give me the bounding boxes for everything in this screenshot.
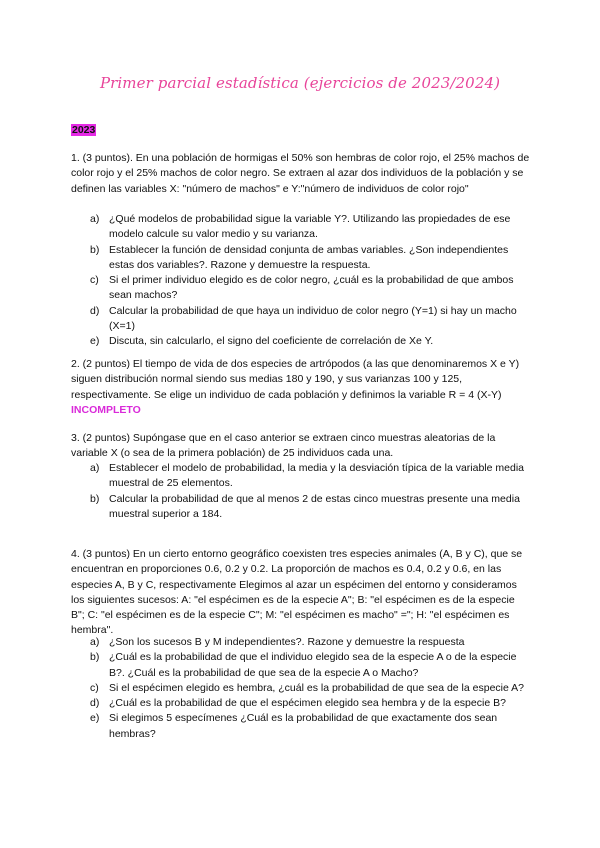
exercise-1-items bbox=[90, 212, 530, 350]
list-item bbox=[90, 711, 530, 742]
list-item bbox=[90, 212, 530, 243]
exercise-2-intro: 2. (2 puntos) El tiempo de vida de dos especies de artrópodos (a las que denominaremos X e Y) siguen distribución normal siendo sus medias 180 y 190, y sus varianzas 100 y 125, respectivamente. Se elige un individuo de cada población y definimos la variable R = 4 (X-Y) bbox=[71, 358, 520, 401]
list-item bbox=[90, 334, 530, 349]
list-item bbox=[90, 461, 530, 492]
item-label: a) bbox=[90, 462, 100, 474]
item-text: Calcular la probabilidad de que al menos 2 de estas cinco muestras presente una media muestral superior a 184. bbox=[109, 492, 520, 520]
list-item bbox=[90, 243, 530, 274]
item-label: e) bbox=[90, 335, 100, 348]
list-item bbox=[90, 681, 530, 696]
item-label: e) bbox=[90, 712, 100, 725]
list-item bbox=[90, 273, 530, 304]
item-text: Si elegimos 5 especímenes ¿Cuál es la probabilidad de que exactamente dos sean hembras? bbox=[109, 712, 498, 740]
exercise-3-intro: 3. (2 puntos) Supóngase que en el caso anterior se extraen cinco muestras aleatorias de la variable X (o sea de la primera población) de 25 individuos cada una. bbox=[71, 432, 496, 460]
exercise-4-items bbox=[90, 635, 530, 742]
item-text: Establecer el modelo de probabilidad, la media y la desviación típica de la variable media muestral de 25 elementos. bbox=[109, 462, 524, 490]
item-label: a) bbox=[90, 636, 100, 648]
item-text: ¿Qué modelos de probabilidad sigue la variable Y?. Utilizando las propiedades de ese modelo calcule su valor medio y su varianza. bbox=[109, 213, 511, 241]
list-item bbox=[90, 696, 530, 711]
item-label: b) bbox=[90, 651, 100, 664]
item-label: b) bbox=[90, 492, 100, 505]
item-text: ¿Cuál es la probabilidad de que el espécimen elegido sea hembra y de la especie B? bbox=[109, 697, 506, 710]
list-item bbox=[90, 650, 530, 681]
item-label: d) bbox=[90, 304, 100, 317]
item-text: ¿Son los sucesos B y M independientes?. Razone y demuestre la respuesta bbox=[109, 636, 465, 648]
year-label: 2023 bbox=[72, 124, 96, 136]
item-label: d) bbox=[90, 697, 100, 710]
item-label: c) bbox=[90, 274, 99, 287]
exercise-1-intro: 1. (3 puntos). En una población de hormigas el 50% son hembras de color rojo, el 25% machos de color rojo y el 25% machos de color negro. Se extraen al azar dos individuos de la población y se definen las variables X: "número de machos" e Y:"número de individuos de color rojo" bbox=[71, 152, 530, 195]
status-badge: INCOMPLETO bbox=[71, 403, 141, 416]
item-text: Si el espécimen elegido es hembra, ¿cuál es la probabilidad de que sea de la especie A? bbox=[109, 681, 525, 694]
item-text: Establecer la función de densidad conjunta de ambas variables. ¿Son independientes estas dos variables?. Razone y demuestre la respuesta. bbox=[109, 243, 509, 271]
item-label: c) bbox=[90, 681, 99, 694]
item-label: b) bbox=[90, 243, 100, 256]
item-text: ¿Cuál es la probabilidad de que el individuo elegido sea de la especie A o de la especie B?. ¿Cuál es la probabilidad de que sea de la especie A o Macho? bbox=[109, 651, 517, 679]
item-text: Si el primer individuo elegido es de color negro, ¿cuál es la probabilidad de que ambos sean machos? bbox=[109, 274, 514, 302]
item-label: a) bbox=[90, 213, 100, 225]
list-item bbox=[90, 304, 530, 335]
item-text: Calcular la probabilidad de que haya un individuo de color negro (Y=1) si hay un macho (X=1) bbox=[109, 304, 517, 333]
page-title: Primer parcial estadística (ejercicios de 2023/2024) bbox=[99, 74, 501, 92]
exercise-3-items bbox=[90, 461, 530, 522]
item-text: Discuta, sin calcularlo, el signo del coeficiente de correlación de Xe Y. bbox=[109, 335, 434, 348]
exercise-4-intro: 4. (3 puntos) En un cierto entorno geográfico coexisten tres especies animales (A, B y C), que se encuentran en proporciones 0.6, 0.2 y 0.2. La proporción de machos es 0.4, 0.2 y 0.6, en las especies A, B y C, respectivamente Elegimos al azar un espécimen del entorno y consideramos los siguientes sucesos: A: "el espécimen es de la especie A"; B: "el espécimen es de la especie B"; C: "el espécimen es de la especie C"; M: "el espécimen es macho" ="; H: "el espécimen es hembra". bbox=[71, 548, 523, 637]
exercise-2 bbox=[71, 357, 531, 418]
list-item bbox=[90, 492, 530, 523]
list-item bbox=[90, 635, 530, 650]
